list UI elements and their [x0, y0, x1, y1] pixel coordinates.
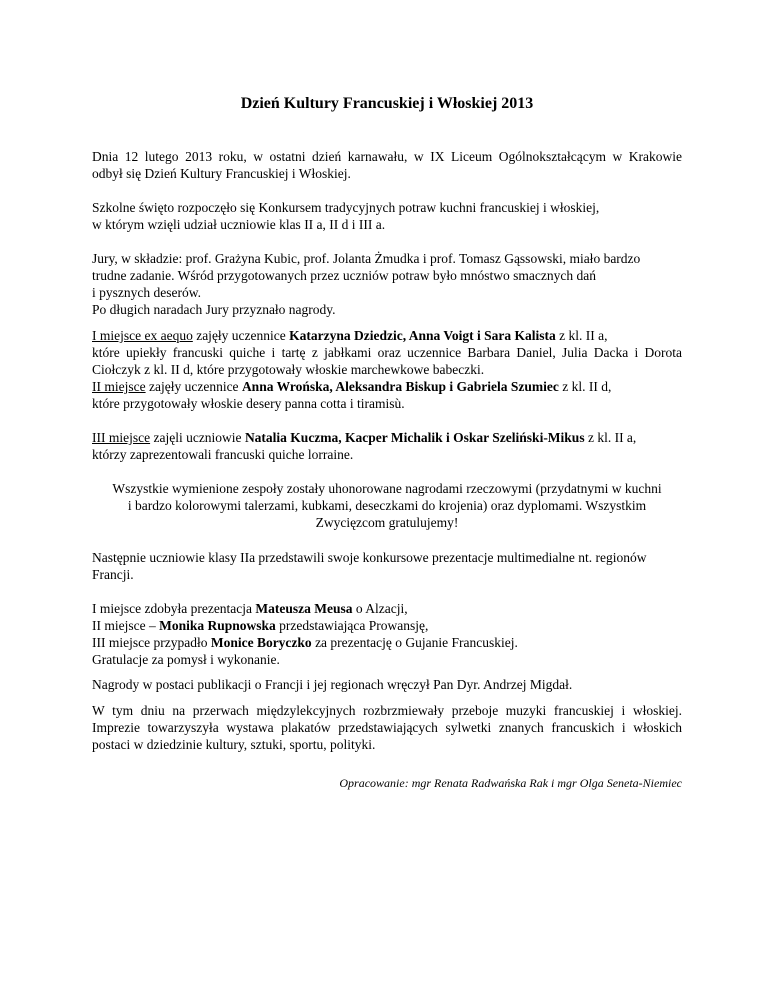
text-line: Jury, w składzie: prof. Grażyna Kubic, prof. Jolanta Żmudka i prof. Tomasz Gąssowski, miało bardzo [92, 251, 641, 266]
text-line: które przygotowały włoskie desery panna cotta i tiramisù. [92, 396, 405, 411]
winner-names: Monice Boryczko [210, 635, 312, 650]
first-place-paragraph [92, 327, 682, 378]
text-line [92, 634, 682, 651]
winner-names: Anna Wrońska, Aleksandra Biskup i Gabriela Szumiec [241, 379, 559, 394]
text-line: Szkolne święto rozpoczęło się Konkursem tradycyjnych potraw kuchni francuskiej i włoskiej, [92, 200, 600, 215]
text-line: Po długich naradach Jury przyznało nagrody. [92, 302, 336, 317]
awards-intro-paragraph [92, 301, 682, 318]
text-line: i bardzo kolorowymi talerzami, kubkami, deseczkami do krojenia) oraz dyplomami. Wszystkim [127, 498, 647, 513]
text-line: Zwycięzcom gratulujemy! [315, 515, 459, 530]
text-line: postaci w dziedzinie kultury, sztuki, sportu, polityki. [92, 737, 376, 752]
text-fragment: za prezentację o Gujanie Francuskiej. [311, 635, 518, 650]
text-line: Imprezie towarzyszyła wystawa plakatów przedstawiających sylwetki znanych francuskich i włoskich [92, 720, 682, 735]
place-label: III miejsce [92, 430, 151, 445]
winner-names: Katarzyna Dziedzic, Anna Voigt i Sara Kalista [289, 328, 556, 343]
winner-names: Monika Rupnowska [159, 618, 276, 633]
text-fragment: zajęli uczniowie [150, 430, 245, 445]
text-line: Wszystkie wymienione zespoły zostały uhonorowane nagrodami rzeczowymi (przydatnymi w kuchni [112, 481, 662, 496]
text-fragment: o Alzacji, [352, 601, 408, 616]
text-fragment: z kl. II a, [584, 430, 637, 445]
text-line: które upiekły francuski quiche i tartę z jabłkami oraz uczennice Barbara Daniel, Julia Dacka i Dorota [92, 345, 682, 360]
text-fragment: I miejsce zdobyła prezentacja [92, 601, 256, 616]
presentation-results-paragraph [92, 600, 682, 668]
text-line: którzy zaprezentowali francuski quiche lorraine. [92, 447, 354, 462]
text-line: W tym dniu na przerwach międzylekcyjnych rozbrzmiewały przeboje muzyki francuskiej i włoskiej. [92, 703, 682, 718]
jury-paragraph [92, 250, 682, 301]
text-line: trudne zadanie. Wśród przygotowanych przez uczniów potraw było mnóstwo smacznych dań [92, 268, 596, 283]
presentations-paragraph [92, 549, 682, 583]
contest-paragraph [92, 199, 682, 233]
place-label: II miejsce [92, 379, 146, 394]
author-signature: Opracowanie: mgr Renata Radwańska Rak i mgr Olga Seneta-Niemiec [339, 776, 682, 790]
place-label: I miejsce ex aequo [92, 328, 193, 343]
text-line: i pysznych deserów. [92, 285, 201, 300]
winner-names: Natalia Kuczma, Kacper Michalik i Oskar Szeliński-Mikus [244, 430, 585, 445]
text-line: w którym wzięli udział uczniowie klas II a, II d i III a. [92, 217, 386, 232]
document-title: Dzień Kultury Francuskiej i Włoskiej 2013 [240, 95, 534, 112]
winner-names: Mateusza Meusa [255, 601, 353, 616]
prizes-paragraph [92, 480, 682, 531]
text-fragment: III miejsce przypadło [92, 635, 211, 650]
text-line [92, 429, 682, 446]
text-fragment: II miejsce – [92, 618, 160, 633]
text-line: Następnie uczniowie klasy IIa przedstawili swoje konkursowe prezentacje multimedialne nt. regionów [92, 550, 647, 565]
music-exhibition-paragraph [92, 702, 682, 753]
text-line: Gratulacje za pomysł i wykonanie. [92, 652, 280, 667]
text-fragment: przedstawiająca Prowansję, [275, 618, 429, 633]
text-fragment: zajęły uczennice [145, 379, 242, 394]
text-line [92, 617, 682, 634]
text-fragment: z kl. II a, [555, 328, 608, 343]
text-line [92, 327, 682, 344]
prize-delivery-paragraph [92, 676, 682, 693]
text-fragment: zajęły uczennice [192, 328, 290, 343]
intro-paragraph [92, 148, 682, 182]
text-line [92, 600, 682, 617]
text-fragment: z kl. II d, [558, 379, 612, 394]
third-place-paragraph [92, 429, 682, 463]
text-line: Ciołczyk z kl. II d, które przygotowały włoskie marchewkowe babeczki. [92, 362, 485, 377]
text-line: Nagrody w postaci publikacji o Francji i jej regionach wręczył Pan Dyr. Andrzej Migdał. [92, 677, 573, 692]
text-line: odbył się Dzień Kultury Francuskiej i Włoskiej. [92, 166, 351, 181]
text-line [92, 378, 682, 395]
second-place-paragraph [92, 378, 682, 412]
text-line: Dnia 12 lutego 2013 roku, w ostatni dzień karnawału, w IX Liceum Ogólnokształcącym w Krakowie [92, 149, 682, 164]
text-line: Francji. [92, 567, 134, 582]
